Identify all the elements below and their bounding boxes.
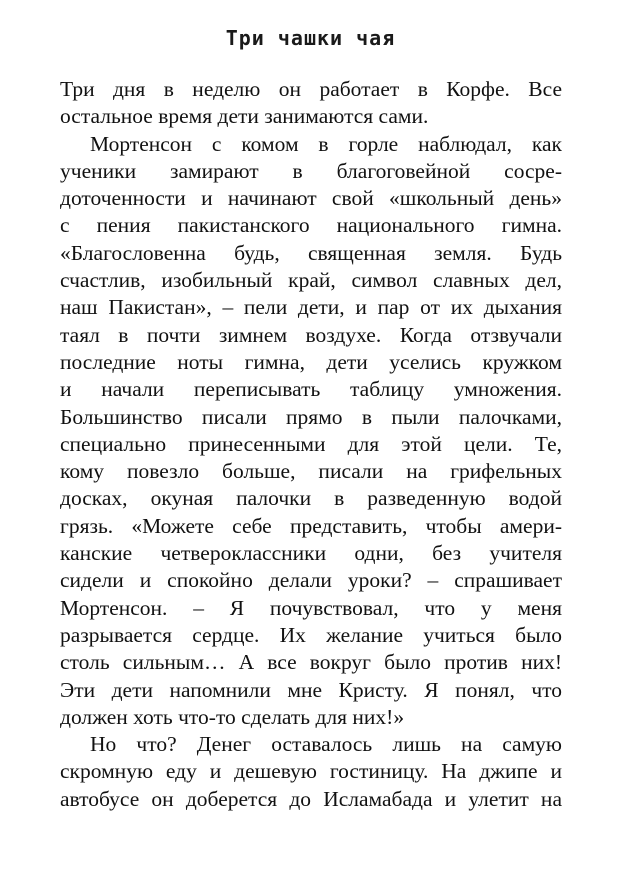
text-line: и начали переписывать таблицу умножения.	[60, 377, 562, 402]
text-line: специально принесенными для этой цели. Те,	[60, 431, 562, 456]
text-line: кому повезло больше, писали на грифельных	[60, 459, 562, 484]
running-head: Три чашки чая	[225, 26, 396, 50]
text-line: ученики замирают в благоговейной сосре-	[60, 158, 562, 183]
text-line: автобусе он доберется до Исламабада и улетит на	[60, 786, 562, 811]
text-line: счастлив, изобильный край, символ славных дел,	[60, 268, 562, 293]
text-line: остальное время дети занимаются сами.	[60, 104, 429, 129]
text-line: с пения пакистанского национального гимна.	[60, 213, 562, 238]
text-line: Три дня в неделю он работает в Корфе. Все	[60, 77, 562, 101]
text-line: досках, окуная палочки в разведенную водой	[60, 486, 562, 511]
text-line: сидели и спокойно делали уроки? – спрашивает	[60, 568, 562, 593]
text-line: столь сильным… А все вокруг было против них!	[60, 650, 562, 675]
text-line: таял в почти зимнем воздухе. Когда отзвучали	[60, 322, 562, 347]
text-line: скромную еду и дешевую гостиницу. На джипе и	[60, 759, 562, 784]
text-line: наш Пакистан», – пели дети, и пар от их дыхания	[60, 295, 562, 320]
text-line: Мортенсон с комом в горле наблюдал, как	[90, 131, 562, 156]
text-line: Мортенсон. – Я почувствовал, что у меня	[60, 595, 562, 620]
text-line: должен хоть что-то сделать для них!»	[60, 704, 405, 729]
text-line: разрывается сердце. Их желание учиться было	[60, 622, 562, 647]
text-line: грязь. «Можете себе представить, чтобы амери-	[60, 513, 562, 538]
text-line: доточенности и начинают свой «школьный день»	[60, 186, 562, 211]
text-line: Но что? Денег оставалось лишь на самую	[90, 732, 562, 757]
body-text	[60, 76, 562, 813]
text-line: «Благословенна будь, священная земля. Будь	[60, 240, 562, 265]
text-line: Эти дети напомнили мне Кристу. Я понял, что	[60, 677, 562, 702]
text-line: последние ноты гимна, дети уселись кружком	[60, 349, 562, 374]
text-line: Большинство писали прямо в пыли палочками,	[60, 404, 562, 429]
text-line: канские четвероклассники одни, без учителя	[60, 541, 562, 566]
